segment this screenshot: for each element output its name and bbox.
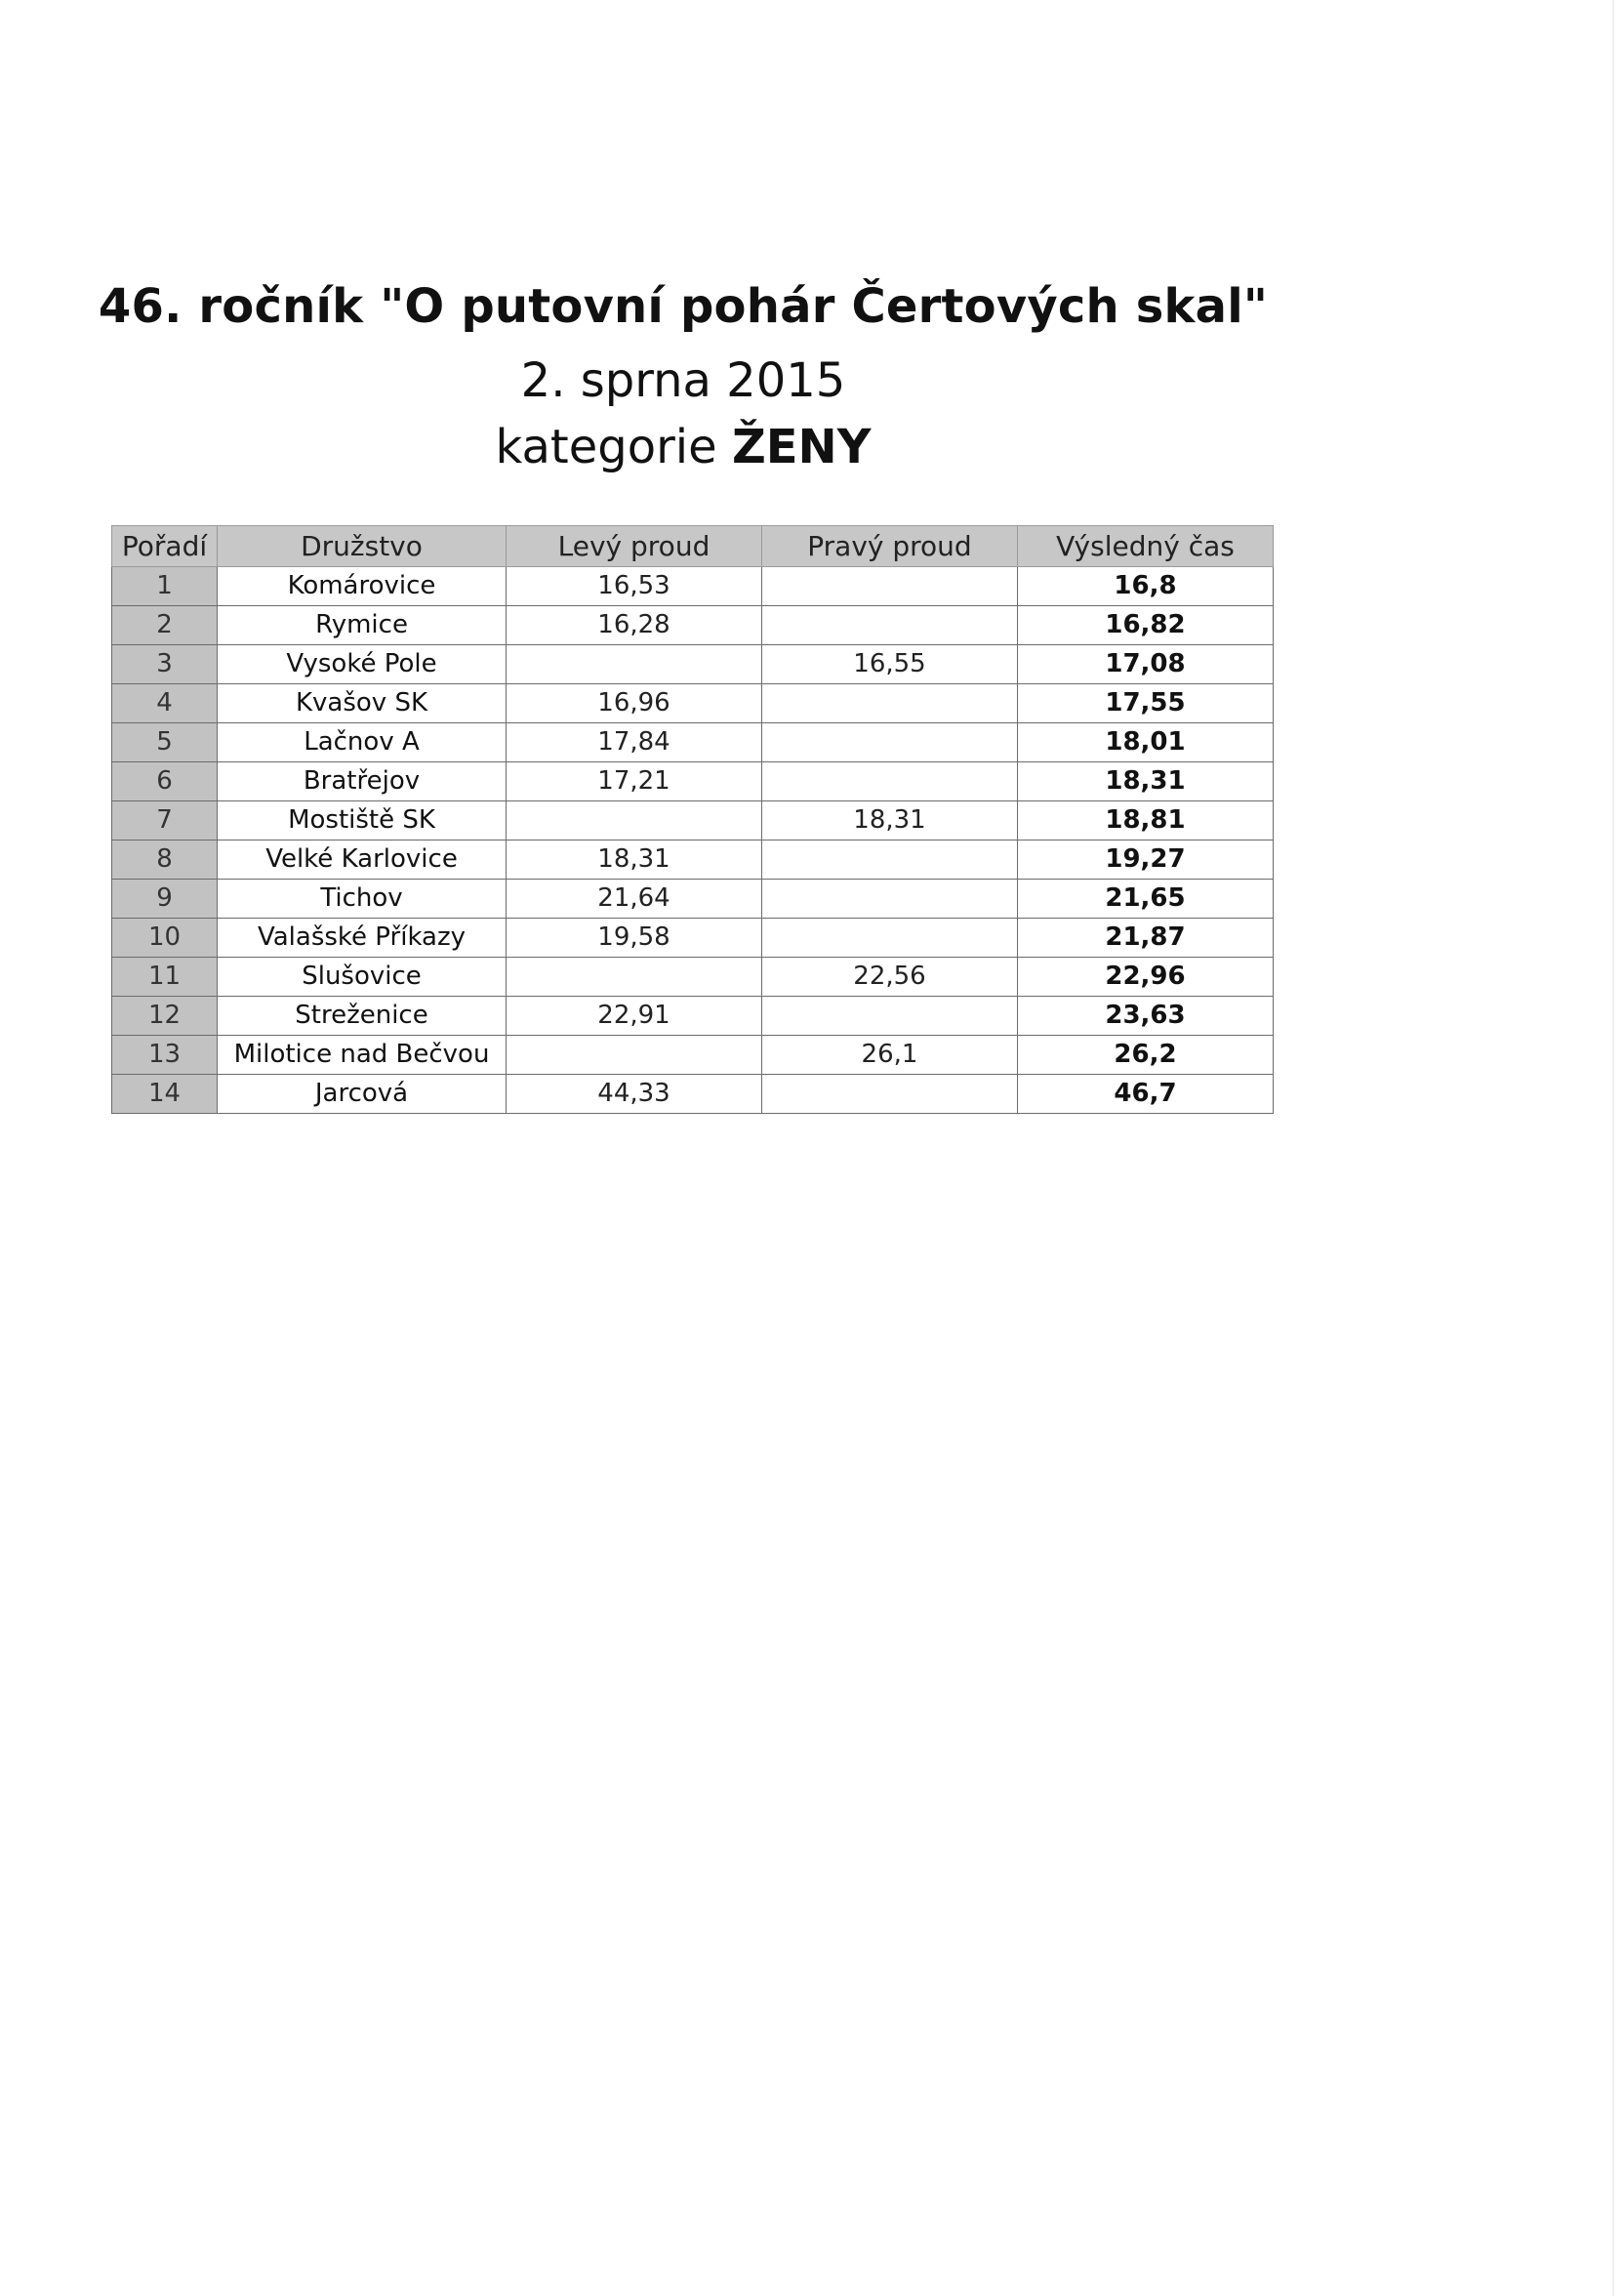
left-stream-cell: 44,33 [507, 1075, 762, 1114]
column-header-final-time: Výsledný čas [1018, 526, 1274, 567]
category-heading [0, 420, 1366, 474]
right-stream-cell [762, 919, 1018, 958]
column-header-team: Družstvo [218, 526, 507, 567]
column-header-right-stream: Pravý proud [762, 526, 1018, 567]
rank-cell: 12 [112, 997, 218, 1036]
rank-cell: 3 [112, 645, 218, 684]
team-cell: Milotice nad Bečvou [218, 1036, 507, 1075]
right-stream-cell [762, 880, 1018, 919]
results-table [111, 525, 1274, 1114]
team-cell: Slušovice [218, 958, 507, 997]
right-stream-cell [762, 684, 1018, 723]
right-stream-cell [762, 840, 1018, 880]
final-time-cell: 16,82 [1018, 606, 1274, 645]
left-stream-cell: 18,31 [507, 840, 762, 880]
final-time-cell: 16,8 [1018, 567, 1274, 606]
rank-cell: 2 [112, 606, 218, 645]
left-stream-cell [507, 958, 762, 997]
right-stream-cell: 16,55 [762, 645, 1018, 684]
table-row [112, 958, 1274, 997]
team-cell: Mostiště SK [218, 801, 507, 840]
left-stream-cell: 16,96 [507, 684, 762, 723]
table-row [112, 567, 1274, 606]
right-stream-cell [762, 606, 1018, 645]
rank-cell: 11 [112, 958, 218, 997]
rank-cell: 6 [112, 762, 218, 801]
rank-cell: 14 [112, 1075, 218, 1114]
event-date: 2. sprna 2015 [520, 353, 846, 408]
table-row [112, 645, 1274, 684]
table-row [112, 997, 1274, 1036]
rank-cell: 9 [112, 880, 218, 919]
final-time-cell: 22,96 [1018, 958, 1274, 997]
left-stream-cell [507, 1036, 762, 1075]
team-cell: Komárovice [218, 567, 507, 606]
right-stream-cell [762, 997, 1018, 1036]
right-stream-cell [762, 1075, 1018, 1114]
team-cell: Jarcová [218, 1075, 507, 1114]
column-header-rank: Pořadí [112, 526, 218, 567]
table-row [112, 762, 1274, 801]
rank-cell: 10 [112, 919, 218, 958]
rank-cell: 13 [112, 1036, 218, 1075]
category-prefix: kategorie [495, 420, 717, 474]
team-cell: Lačnov A [218, 723, 507, 762]
final-time-cell: 46,7 [1018, 1075, 1274, 1114]
team-cell: Tichov [218, 880, 507, 919]
table-row [112, 1036, 1274, 1075]
table-row [112, 684, 1274, 723]
table-row [112, 723, 1274, 762]
left-stream-cell: 19,58 [507, 919, 762, 958]
final-time-cell: 26,2 [1018, 1036, 1274, 1075]
right-stream-cell [762, 567, 1018, 606]
final-time-cell: 18,01 [1018, 723, 1274, 762]
table-header-row [112, 526, 1274, 567]
final-time-cell: 17,08 [1018, 645, 1274, 684]
rank-cell: 5 [112, 723, 218, 762]
rank-cell: 4 [112, 684, 218, 723]
left-stream-cell: 22,91 [507, 997, 762, 1036]
rank-cell: 7 [112, 801, 218, 840]
left-stream-cell [507, 645, 762, 684]
page-edge [1612, 0, 1614, 2296]
final-time-cell: 18,81 [1018, 801, 1274, 840]
table-row [112, 801, 1274, 840]
team-cell: Vysoké Pole [218, 645, 507, 684]
team-cell: Velké Karlovice [218, 840, 507, 880]
left-stream-cell [507, 801, 762, 840]
category-name: ŽENY [731, 420, 872, 474]
team-cell: Streženice [218, 997, 507, 1036]
final-time-cell: 17,55 [1018, 684, 1274, 723]
team-cell: Kvašov SK [218, 684, 507, 723]
results-body [112, 567, 1274, 1114]
right-stream-cell: 22,56 [762, 958, 1018, 997]
rank-cell: 1 [112, 567, 218, 606]
team-cell: Bratřejov [218, 762, 507, 801]
column-header-left-stream: Levý proud [507, 526, 762, 567]
final-time-cell: 23,63 [1018, 997, 1274, 1036]
final-time-cell: 21,65 [1018, 880, 1274, 919]
table-row [112, 919, 1274, 958]
final-time-cell: 19,27 [1018, 840, 1274, 880]
table-row [112, 880, 1274, 919]
table-row [112, 840, 1274, 880]
left-stream-cell: 17,21 [507, 762, 762, 801]
final-time-cell: 21,87 [1018, 919, 1274, 958]
final-time-cell: 18,31 [1018, 762, 1274, 801]
team-cell: Valašské Příkazy [218, 919, 507, 958]
table-row [112, 1075, 1274, 1114]
left-stream-cell: 17,84 [507, 723, 762, 762]
right-stream-cell [762, 762, 1018, 801]
page-title: 46. ročník "O putovní pohár Čertových skal" [98, 279, 1269, 334]
right-stream-cell [762, 723, 1018, 762]
right-stream-cell: 18,31 [762, 801, 1018, 840]
rank-cell: 8 [112, 840, 218, 880]
team-cell: Rymice [218, 606, 507, 645]
left-stream-cell: 16,53 [507, 567, 762, 606]
table-row [112, 606, 1274, 645]
right-stream-cell: 26,1 [762, 1036, 1018, 1075]
left-stream-cell: 21,64 [507, 880, 762, 919]
left-stream-cell: 16,28 [507, 606, 762, 645]
